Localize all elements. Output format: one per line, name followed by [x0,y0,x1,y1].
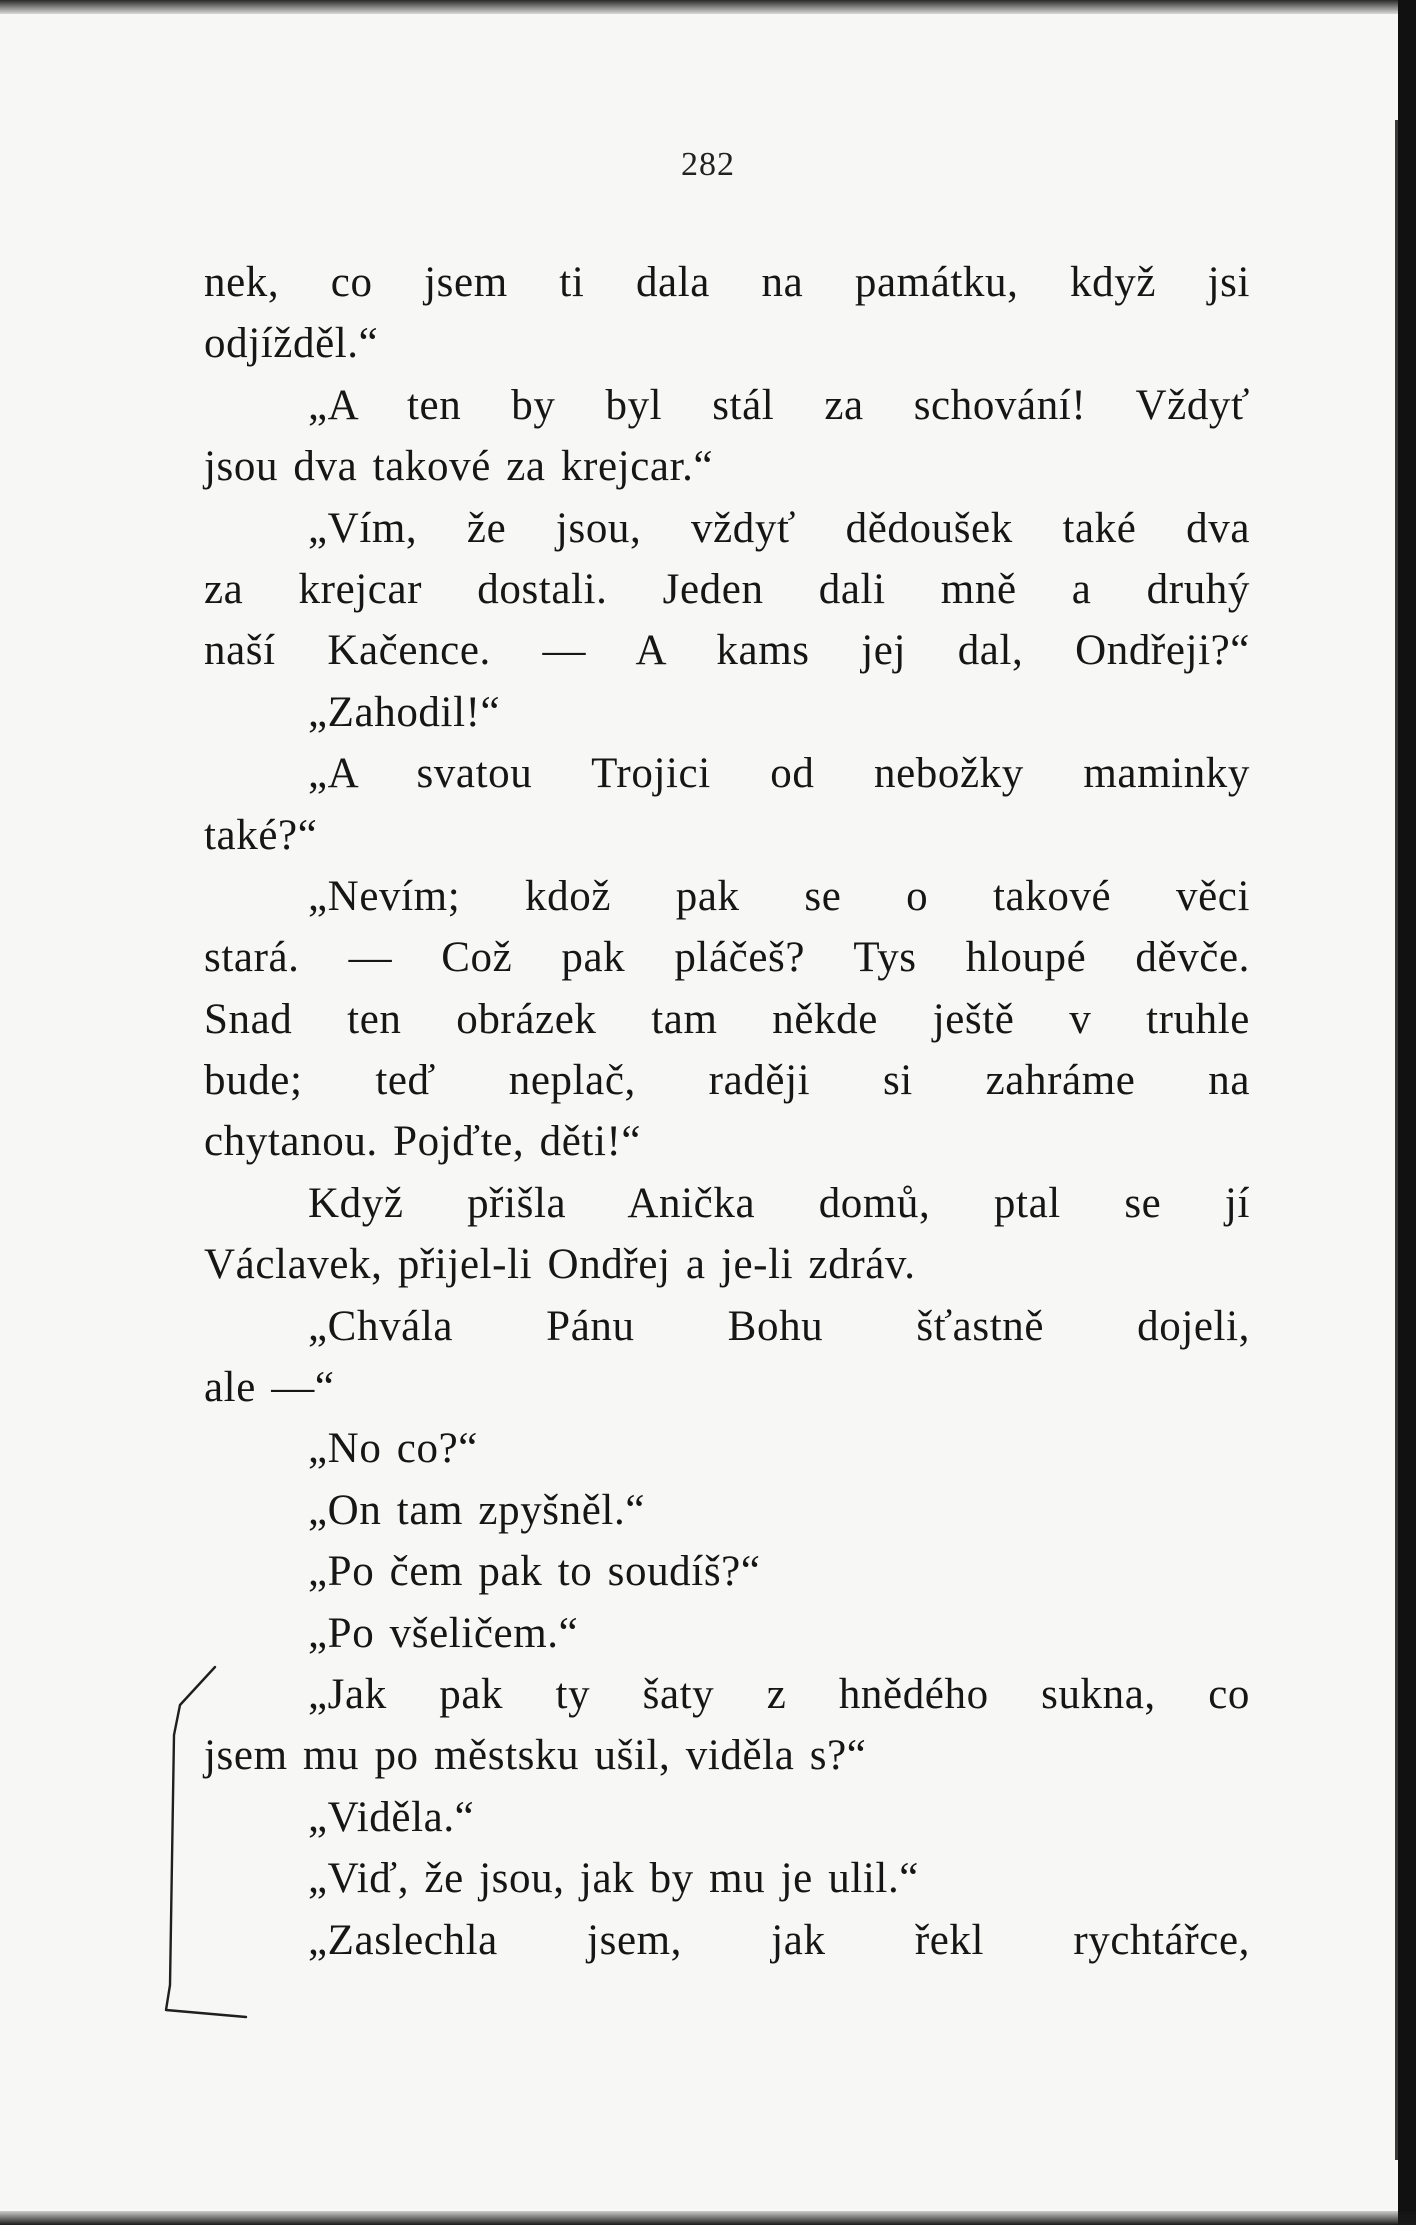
text-line: „Po všeličem.“ [308,1609,579,1657]
text-line: jsem mu po městsku ušil, viděla s?“ [204,1732,867,1780]
text-line: Snad ten obrázek tam někde ještě v truhle [204,995,1250,1043]
text-line: bude; teď neplač, raději si zahráme na [204,1057,1250,1105]
scan-right-edge [1398,0,1416,2225]
text-line: „Chvála Pánu Bohu šťastně dojeli, [308,1302,1250,1350]
text-line: ale —“ [204,1364,335,1412]
text-line: „Jak pak ty šaty z hnědého sukna, co [308,1670,1250,1718]
text-line: „Zaslechla jsem, jak řekl rychtářce, [308,1916,1250,1964]
text-line: „A svatou Trojici od nebožky maminky [308,750,1250,798]
text-line: „A ten by byl stál za schování! Vždyť [308,381,1250,429]
text-line: Václavek, přijel-li Ondřej a je-li zdráv. [204,1241,916,1289]
text-line: „On tam zpyšněl.“ [308,1486,646,1534]
body-text [204,252,1250,1971]
handwritten-bracket-mark [160,1665,250,2025]
text-line: odjížděl.“ [204,320,379,368]
scan-bottom-edge [0,2211,1416,2225]
text-line: „Vím, že jsou, vždyť dědoušek také dva [308,504,1250,552]
text-line: „Viď, že jsou, jak by mu je ulil.“ [308,1855,919,1903]
text-line: jsou dva takové za krejcar.“ [204,443,714,491]
scan-right-inner-edge [1395,120,1398,2160]
page-number: 282 [681,146,735,183]
text-line: stará. — Což pak pláčeš? Tys hloupé děvče. [204,934,1250,982]
scan-top-edge [0,0,1416,14]
text-line: také?“ [204,811,318,859]
text-line: nek, co jsem ti dala na památku, když jsi [204,259,1250,306]
text-line: za krejcar dostali. Jeden dali mně a druhý [204,565,1250,613]
text-line: „Nevím; kdož pak se o takové věci [308,872,1250,920]
text-line: „Po čem pak to soudíš?“ [308,1548,761,1596]
text-line: „Viděla.“ [308,1793,475,1841]
text-line: „No co?“ [308,1425,478,1473]
text-line: chytanou. Pojďte, děti!“ [204,1118,642,1166]
text-line: Když přišla Anička domů, ptal se jí [308,1179,1250,1227]
text-line: naší Kačence. — A kams jej dal, Ondřeji?“ [204,627,1250,675]
text-line: „Zahodil!“ [308,688,501,736]
